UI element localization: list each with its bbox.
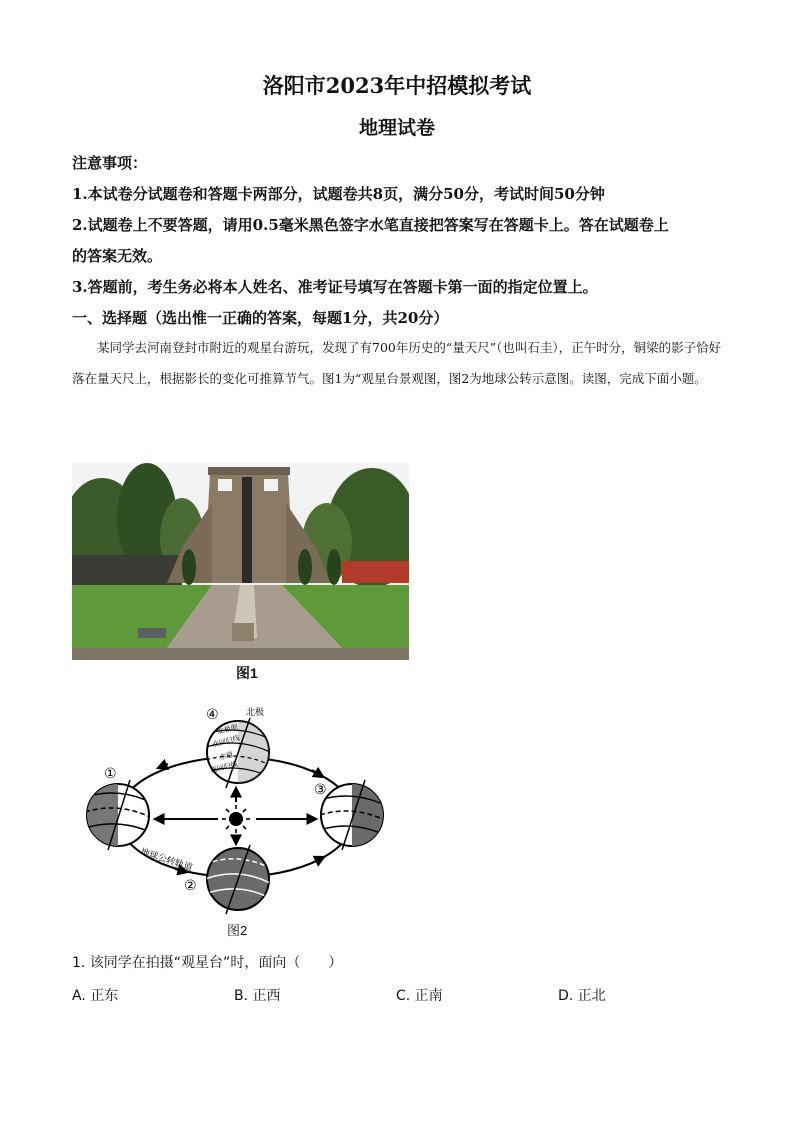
position-4-label: ④ [206,707,219,723]
figure-1-caption: 图1 [236,665,258,681]
exam-title: 洛阳市2023年中招模拟考试 [262,73,532,98]
notice-item-2-line-2: 的答案无效。 [72,247,163,265]
question-1-stem: 1. 该同学在拍摄“观星台”时，面向（ ） [72,955,343,971]
orbit-label: 地球公转轨道 [139,847,194,874]
option-d: D. 正北 [558,988,606,1004]
figure-2-caption: 图2 [227,923,248,938]
notice-item-1: 1.本试卷分试题卷和答题卡两部分，试题卷共8页，满分50分，考试时间50分钟 [72,185,605,203]
position-1-label: ① [104,766,117,782]
section-heading: 一、选择题（选出惟一正确的答案，每题1分，共20分） [72,309,449,327]
notice-item-3: 3.答题前，考生务必将本人姓名、准考证号填写在答题卡第一面的指定位置上。 [72,278,598,296]
position-3-label: ③ [314,782,327,798]
position-2-label: ② [184,878,197,894]
option-c: C. 正南 [396,988,443,1004]
label-equator: 赤道 [218,750,235,762]
label-tropic-capricorn: 南回归线 [209,759,239,775]
exam-subtitle: 地理试卷 [358,117,435,139]
notice-item-2-line-1: 2.试题卷上不要答题，请用0.5毫米黑色签字水笔直接把答案写在答题卡上。答在试题卷上 [72,216,669,234]
label-tropic-cancer: 北回归线 [211,733,241,749]
label-arctic-circle: 北极圈 [216,722,239,736]
option-a: A. 正东 [72,988,119,1004]
reading-passage: 某同学去河南登封市附近的观星台游玩，发现了有700年历史的“量天尺”（也叫石圭），正午时分，铜梁的影子恰好落在量天尺上，根据影长的变化可推算节气。图1为“观星台景观图，图2为地球公转示意图。读图，完成下面小题。 [72,340,722,386]
notice-heading: 注意事项： [72,154,148,172]
observatory-photo [72,463,409,660]
option-b: B. 正西 [234,988,281,1004]
earth-revolution-diagram [80,702,400,920]
north-pole-label: 北极 [246,708,265,718]
